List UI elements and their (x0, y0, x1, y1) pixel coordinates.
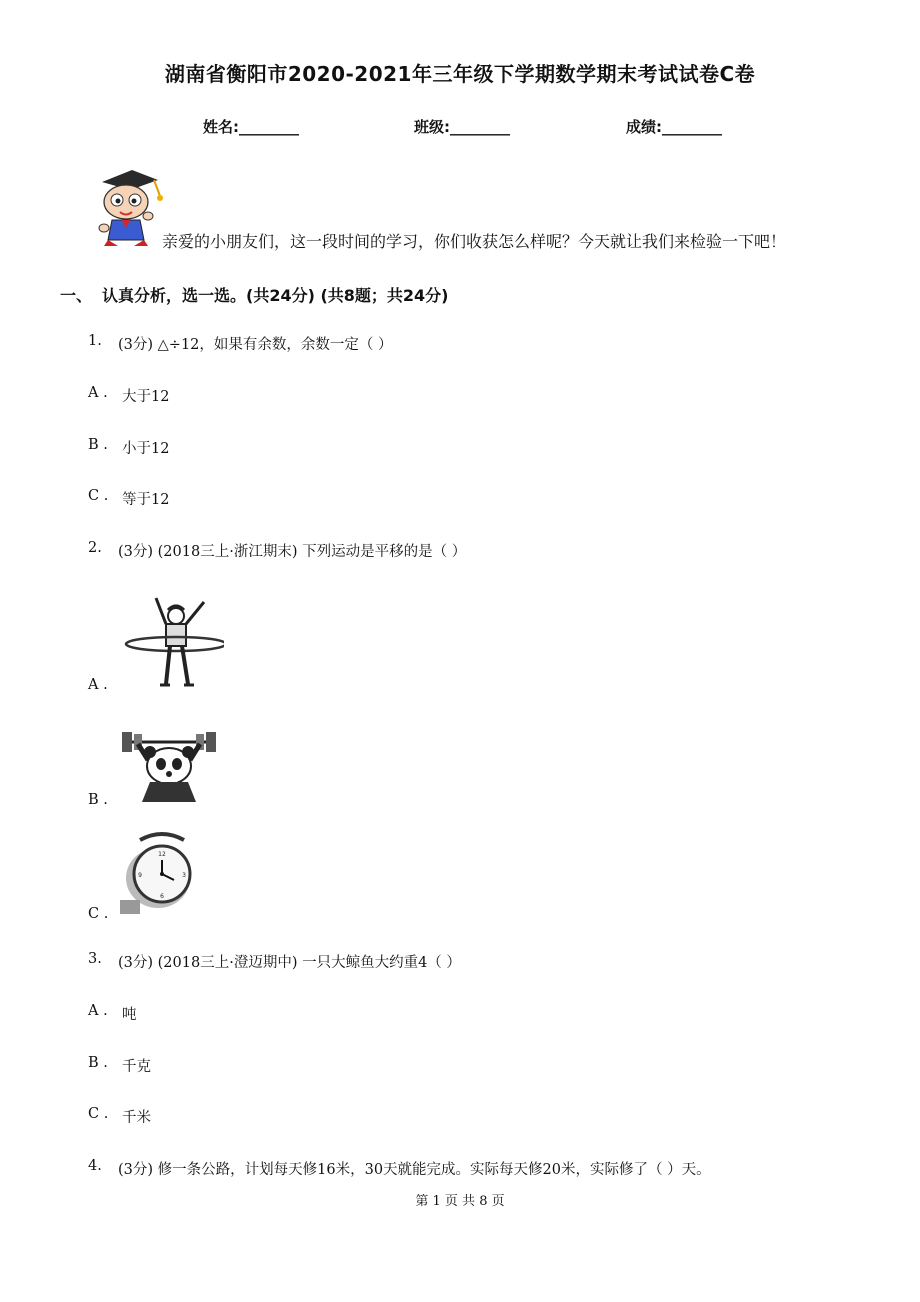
svg-text:9: 9 (138, 872, 142, 879)
question-3-option-b-text: 千克 (122, 1059, 151, 1075)
question-2-option-b-letter: B . (88, 792, 108, 808)
section-number: 一、 (60, 286, 93, 305)
question-1-option-b-letter: B . (88, 437, 108, 453)
question-3-option-a-text: 吨 (122, 1007, 137, 1023)
question-1-option-c-text: 等于12 (122, 492, 170, 508)
question-2-text: (3分) (2018三上·浙江期末) 下列运动是平移的是（ ） (118, 544, 467, 560)
question-1-text: (3分) △÷12，如果有余数，余数一定（ ） (118, 337, 393, 353)
page-footer: 第 1 页 共 8 页 (415, 1194, 505, 1209)
score-field: 成绩:________ (626, 118, 722, 136)
svg-text:12: 12 (158, 851, 166, 858)
hula-hoop-girl-icon (120, 594, 224, 690)
question-2-option-c-letter: C . (88, 906, 109, 922)
question-2-option-a-letter: A . (88, 677, 108, 693)
question-4-text: (3分) 修一条公路，计划每天修16米，30天就能完成。实际每天修20米，实际修了（ ）天。 (118, 1162, 711, 1178)
question-1-number: 1. (88, 333, 102, 349)
svg-text:6: 6 (160, 893, 164, 900)
question-3-option-a-letter: A . (88, 1003, 108, 1019)
exam-title: 湖南省衡阳市2020-2021年三年级下学期数学期末考试试卷C卷 (164, 62, 756, 86)
question-3-option-c-letter: C . (88, 1106, 109, 1122)
question-1-option-a-text: 大于12 (122, 389, 170, 405)
question-3-number: 3. (88, 951, 102, 967)
svg-text:3: 3 (182, 872, 186, 879)
question-1-option-b-text: 小于12 (122, 441, 170, 457)
panda-weightlifting-icon (120, 730, 218, 804)
section-heading: 认真分析，选一选。(共24分) (共8题；共24分) (102, 286, 449, 305)
question-2-number: 2. (88, 540, 102, 556)
class-field: 班级:________ (414, 118, 510, 136)
mascot-doctor-cartoon-icon (92, 168, 166, 246)
question-1-option-a-letter: A . (88, 385, 108, 401)
name-field: 姓名:________ (203, 118, 299, 136)
question-3-option-b-letter: B . (88, 1055, 108, 1071)
question-3-text: (3分) (2018三上·澄迈期中) 一只大鲸鱼大约重4（ ） (118, 955, 461, 971)
alarm-clock-icon (120, 830, 198, 914)
greeting-text: 亲爱的小朋友们，这一段时间的学习，你们收获怎么样呢？今天就让我们来检验一下吧！ (162, 232, 787, 251)
question-3-option-c-text: 千米 (122, 1110, 151, 1126)
question-1-option-c-letter: C . (88, 488, 109, 504)
question-4-number: 4. (88, 1158, 102, 1174)
